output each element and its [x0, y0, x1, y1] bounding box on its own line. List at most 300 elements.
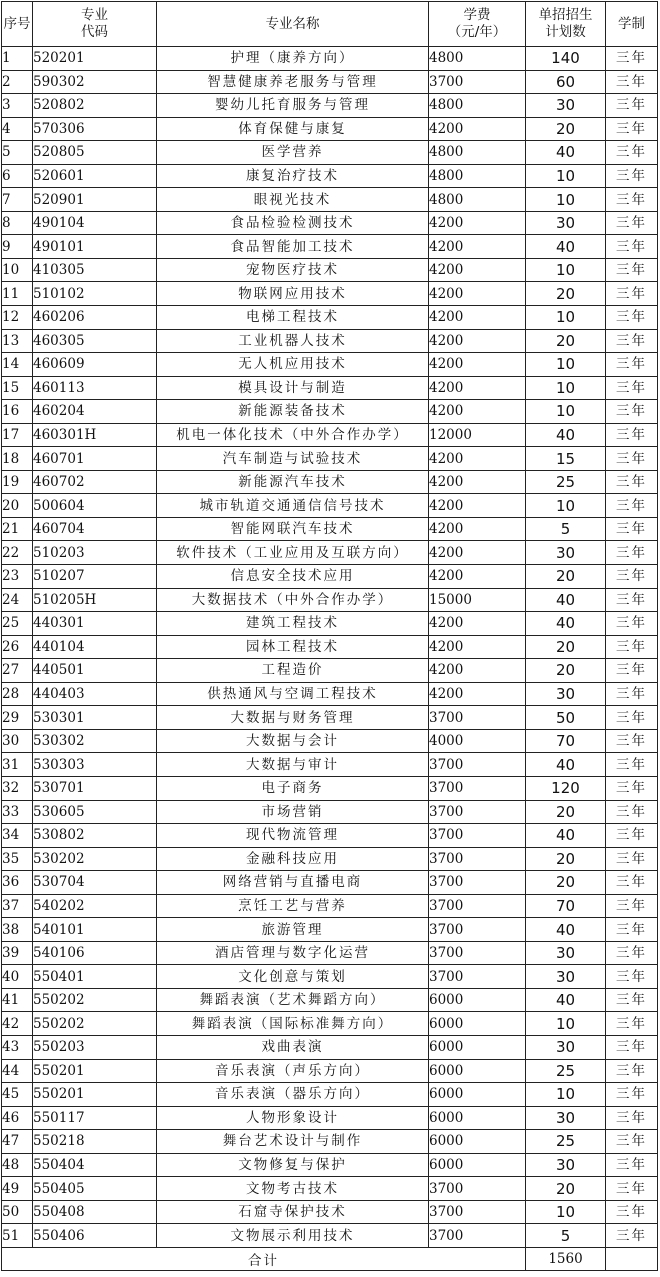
cell-duration: 三年 [606, 612, 658, 636]
cell-fee: 4800 [429, 94, 526, 118]
table-row [2, 894, 658, 918]
header-plan-line2: 计划数 [545, 24, 586, 40]
cell-code: 460204 [33, 400, 157, 424]
cell-seq: 51 [2, 1224, 33, 1248]
cell-fee: 3700 [429, 70, 526, 94]
cell-major-name: 文物修复与保护 [157, 1153, 429, 1177]
cell-fee: 4200 [429, 117, 526, 141]
cell-fee: 4200 [429, 682, 526, 706]
table-row [2, 541, 658, 565]
cell-plan: 40 [526, 612, 606, 636]
cell-seq: 3 [2, 94, 33, 118]
cell-fee: 3700 [429, 753, 526, 777]
cell-fee: 4800 [429, 188, 526, 212]
cell-duration: 三年 [606, 565, 658, 589]
cell-fee: 6000 [429, 1153, 526, 1177]
cell-seq: 5 [2, 141, 33, 165]
cell-duration: 三年 [606, 494, 658, 518]
cell-code: 550408 [33, 1200, 157, 1224]
table-row [2, 400, 658, 424]
cell-code: 530202 [33, 847, 157, 871]
cell-duration: 三年 [606, 659, 658, 683]
cell-plan: 10 [526, 1012, 606, 1036]
cell-fee: 4200 [429, 400, 526, 424]
header-plan [526, 2, 606, 47]
table-header [2, 2, 658, 47]
cell-fee: 4200 [429, 211, 526, 235]
cell-major-name: 舞蹈表演（艺术舞蹈方向） [157, 988, 429, 1012]
cell-fee: 3700 [429, 800, 526, 824]
cell-fee: 4200 [429, 612, 526, 636]
cell-plan: 40 [526, 918, 606, 942]
cell-fee: 3700 [429, 871, 526, 895]
table-row [2, 353, 658, 377]
cell-major-name: 食品检验检测技术 [157, 211, 429, 235]
cell-code: 540202 [33, 894, 157, 918]
cell-major-name: 文物展示利用技术 [157, 1224, 429, 1248]
cell-fee: 4200 [429, 282, 526, 306]
table-row [2, 612, 658, 636]
cell-fee: 4200 [429, 541, 526, 565]
table-row [2, 1035, 658, 1059]
cell-plan: 20 [526, 282, 606, 306]
cell-fee: 3700 [429, 894, 526, 918]
total-label: 合计 [2, 1247, 526, 1270]
cell-plan: 40 [526, 423, 606, 447]
cell-plan: 30 [526, 682, 606, 706]
cell-seq: 27 [2, 659, 33, 683]
table-row [2, 517, 658, 541]
cell-plan: 25 [526, 1059, 606, 1083]
cell-code: 490104 [33, 211, 157, 235]
cell-fee: 4800 [429, 164, 526, 188]
cell-code: 550117 [33, 1106, 157, 1130]
cell-fee: 4000 [429, 729, 526, 753]
cell-duration: 三年 [606, 117, 658, 141]
cell-fee: 3700 [429, 847, 526, 871]
cell-plan: 20 [526, 871, 606, 895]
table-body [2, 47, 658, 1248]
cell-plan: 10 [526, 494, 606, 518]
cell-code: 440104 [33, 635, 157, 659]
table-row [2, 164, 658, 188]
cell-seq: 41 [2, 988, 33, 1012]
table-row [2, 376, 658, 400]
cell-major-name: 物联网应用技术 [157, 282, 429, 306]
table-row [2, 1083, 658, 1107]
table-row [2, 470, 658, 494]
cell-plan: 70 [526, 729, 606, 753]
cell-plan: 10 [526, 188, 606, 212]
cell-duration: 三年 [606, 447, 658, 471]
cell-seq: 22 [2, 541, 33, 565]
cell-major-name: 婴幼儿托育服务与管理 [157, 94, 429, 118]
cell-code: 440403 [33, 682, 157, 706]
cell-plan: 10 [526, 164, 606, 188]
table-row [2, 188, 658, 212]
cell-seq: 35 [2, 847, 33, 871]
cell-seq: 7 [2, 188, 33, 212]
cell-major-name: 供热通风与空调工程技术 [157, 682, 429, 706]
cell-plan: 20 [526, 117, 606, 141]
cell-major-name: 信息安全技术应用 [157, 565, 429, 589]
cell-plan: 120 [526, 776, 606, 800]
cell-major-name: 大数据与审计 [157, 753, 429, 777]
cell-seq: 2 [2, 70, 33, 94]
cell-plan: 40 [526, 824, 606, 848]
cell-major-name: 汽车制造与试验技术 [157, 447, 429, 471]
cell-code: 520901 [33, 188, 157, 212]
cell-duration: 三年 [606, 211, 658, 235]
table-row [2, 1106, 658, 1130]
cell-code: 540106 [33, 941, 157, 965]
table-row [2, 800, 658, 824]
cell-major-name: 食品智能加工技术 [157, 235, 429, 259]
cell-major-name: 现代物流管理 [157, 824, 429, 848]
cell-plan: 30 [526, 211, 606, 235]
cell-major-name: 文化创意与策划 [157, 965, 429, 989]
cell-major-name: 大数据技术（中外合作办学） [157, 588, 429, 612]
cell-code: 510205H [33, 588, 157, 612]
cell-duration: 三年 [606, 70, 658, 94]
cell-fee: 15000 [429, 588, 526, 612]
cell-seq: 33 [2, 800, 33, 824]
cell-duration: 三年 [606, 470, 658, 494]
cell-duration: 三年 [606, 776, 658, 800]
table-row [2, 494, 658, 518]
cell-fee: 4200 [429, 635, 526, 659]
cell-duration: 三年 [606, 47, 658, 71]
cell-plan: 20 [526, 565, 606, 589]
table-row [2, 70, 658, 94]
cell-duration: 三年 [606, 1153, 658, 1177]
cell-fee: 3700 [429, 941, 526, 965]
cell-major-name: 眼视光技术 [157, 188, 429, 212]
table-row [2, 329, 658, 353]
cell-major-name: 新能源汽车技术 [157, 470, 429, 494]
cell-duration: 三年 [606, 1012, 658, 1036]
cell-seq: 31 [2, 753, 33, 777]
header-code-line2: 代码 [81, 24, 108, 40]
cell-major-name: 音乐表演（器乐方向） [157, 1083, 429, 1107]
cell-fee: 6000 [429, 1130, 526, 1154]
cell-fee: 3700 [429, 965, 526, 989]
cell-seq: 39 [2, 941, 33, 965]
table-row [2, 918, 658, 942]
table-row [2, 282, 658, 306]
cell-seq: 32 [2, 776, 33, 800]
cell-fee: 4200 [429, 494, 526, 518]
cell-fee: 4200 [429, 235, 526, 259]
cell-plan: 10 [526, 400, 606, 424]
cell-fee: 4200 [429, 659, 526, 683]
cell-major-name: 体育保健与康复 [157, 117, 429, 141]
cell-code: 530302 [33, 729, 157, 753]
table-row [2, 871, 658, 895]
cell-duration: 三年 [606, 682, 658, 706]
cell-code: 520601 [33, 164, 157, 188]
table-row [2, 941, 658, 965]
cell-code: 550406 [33, 1224, 157, 1248]
cell-plan: 30 [526, 1153, 606, 1177]
table-row [2, 235, 658, 259]
cell-code: 550404 [33, 1153, 157, 1177]
table-row [2, 258, 658, 282]
cell-code: 460305 [33, 329, 157, 353]
cell-plan: 20 [526, 635, 606, 659]
cell-fee: 6000 [429, 1012, 526, 1036]
cell-duration: 三年 [606, 400, 658, 424]
cell-seq: 21 [2, 517, 33, 541]
cell-major-name: 旅游管理 [157, 918, 429, 942]
cell-code: 510207 [33, 565, 157, 589]
cell-seq: 26 [2, 635, 33, 659]
enrollment-plan-table [1, 1, 658, 1271]
cell-code: 460702 [33, 470, 157, 494]
cell-seq: 38 [2, 918, 33, 942]
cell-seq: 42 [2, 1012, 33, 1036]
cell-major-name: 烹饪工艺与营养 [157, 894, 429, 918]
cell-major-name: 康复治疗技术 [157, 164, 429, 188]
cell-plan: 20 [526, 800, 606, 824]
cell-major-name: 模具设计与制造 [157, 376, 429, 400]
cell-plan: 70 [526, 894, 606, 918]
table-row [2, 141, 658, 165]
cell-fee: 4800 [429, 47, 526, 71]
table-row [2, 753, 658, 777]
cell-code: 550401 [33, 965, 157, 989]
cell-duration: 三年 [606, 965, 658, 989]
cell-duration: 三年 [606, 871, 658, 895]
cell-code: 490101 [33, 235, 157, 259]
cell-fee: 6000 [429, 1083, 526, 1107]
cell-plan: 140 [526, 47, 606, 71]
cell-seq: 24 [2, 588, 33, 612]
table-footer [2, 1247, 658, 1270]
cell-code: 530704 [33, 871, 157, 895]
cell-seq: 47 [2, 1130, 33, 1154]
cell-major-name: 文物考古技术 [157, 1177, 429, 1201]
cell-plan: 40 [526, 235, 606, 259]
cell-code: 530701 [33, 776, 157, 800]
cell-major-name: 酒店管理与数字化运营 [157, 941, 429, 965]
table-row [2, 588, 658, 612]
cell-duration: 三年 [606, 800, 658, 824]
cell-duration: 三年 [606, 918, 658, 942]
table-row [2, 1012, 658, 1036]
table-row [2, 211, 658, 235]
header-name: 专业名称 [157, 2, 429, 47]
cell-code: 530605 [33, 800, 157, 824]
header-row [2, 2, 658, 47]
cell-fee: 3700 [429, 918, 526, 942]
table-row [2, 1224, 658, 1248]
cell-seq: 29 [2, 706, 33, 730]
table-row [2, 117, 658, 141]
cell-seq: 12 [2, 306, 33, 330]
cell-plan: 20 [526, 847, 606, 871]
cell-major-name: 智慧健康养老服务与管理 [157, 70, 429, 94]
table-row [2, 824, 658, 848]
cell-code: 520201 [33, 47, 157, 71]
cell-major-name: 舞蹈表演（国际标准舞方向） [157, 1012, 429, 1036]
cell-major-name: 城市轨道交通通信信号技术 [157, 494, 429, 518]
cell-code: 510203 [33, 541, 157, 565]
table-row [2, 423, 658, 447]
cell-plan: 5 [526, 1224, 606, 1248]
cell-seq: 20 [2, 494, 33, 518]
cell-plan: 10 [526, 306, 606, 330]
cell-fee: 6000 [429, 1106, 526, 1130]
cell-major-name: 戏曲表演 [157, 1035, 429, 1059]
cell-duration: 三年 [606, 1106, 658, 1130]
cell-duration: 三年 [606, 423, 658, 447]
cell-plan: 20 [526, 659, 606, 683]
cell-plan: 50 [526, 706, 606, 730]
cell-duration: 三年 [606, 541, 658, 565]
cell-seq: 8 [2, 211, 33, 235]
cell-plan: 25 [526, 1130, 606, 1154]
cell-code: 550202 [33, 1012, 157, 1036]
cell-major-name: 园林工程技术 [157, 635, 429, 659]
table-row [2, 1200, 658, 1224]
cell-seq: 11 [2, 282, 33, 306]
cell-duration: 三年 [606, 517, 658, 541]
cell-duration: 三年 [606, 1177, 658, 1201]
header-duration: 学制 [606, 2, 658, 47]
header-fee-line2: （元/年） [447, 24, 507, 40]
cell-seq: 46 [2, 1106, 33, 1130]
table-row [2, 306, 658, 330]
cell-fee: 3700 [429, 1200, 526, 1224]
table-row [2, 682, 658, 706]
cell-major-name: 电梯工程技术 [157, 306, 429, 330]
cell-code: 530301 [33, 706, 157, 730]
cell-duration: 三年 [606, 94, 658, 118]
cell-duration: 三年 [606, 141, 658, 165]
table-row [2, 847, 658, 871]
cell-code: 460113 [33, 376, 157, 400]
cell-plan: 10 [526, 353, 606, 377]
header-fee-line1: 学费 [463, 7, 491, 23]
cell-fee: 4200 [429, 565, 526, 589]
cell-code: 520802 [33, 94, 157, 118]
cell-plan: 10 [526, 376, 606, 400]
cell-major-name: 舞台艺术设计与制作 [157, 1130, 429, 1154]
cell-seq: 44 [2, 1059, 33, 1083]
cell-code: 440501 [33, 659, 157, 683]
table-row [2, 1153, 658, 1177]
cell-duration: 三年 [606, 729, 658, 753]
cell-duration: 三年 [606, 282, 658, 306]
cell-duration: 三年 [606, 1224, 658, 1248]
cell-code: 530303 [33, 753, 157, 777]
cell-plan: 60 [526, 70, 606, 94]
cell-duration: 三年 [606, 941, 658, 965]
cell-major-name: 音乐表演（声乐方向） [157, 1059, 429, 1083]
cell-duration: 三年 [606, 1083, 658, 1107]
cell-seq: 4 [2, 117, 33, 141]
cell-code: 460206 [33, 306, 157, 330]
cell-duration: 三年 [606, 353, 658, 377]
table-row [2, 1059, 658, 1083]
cell-major-name: 人物形象设计 [157, 1106, 429, 1130]
cell-plan: 30 [526, 941, 606, 965]
header-plan-line1: 单招招生 [538, 7, 593, 23]
table-row [2, 47, 658, 71]
cell-duration: 三年 [606, 164, 658, 188]
table-row [2, 706, 658, 730]
cell-major-name: 软件技术（工业应用及互联方向） [157, 541, 429, 565]
cell-seq: 9 [2, 235, 33, 259]
cell-fee: 4200 [429, 306, 526, 330]
table-row [2, 1130, 658, 1154]
cell-major-name: 宠物医疗技术 [157, 258, 429, 282]
cell-fee: 4200 [429, 329, 526, 353]
cell-duration: 三年 [606, 188, 658, 212]
cell-plan: 10 [526, 1083, 606, 1107]
cell-code: 510102 [33, 282, 157, 306]
cell-plan: 25 [526, 470, 606, 494]
cell-fee: 4200 [429, 258, 526, 282]
cell-code: 460704 [33, 517, 157, 541]
cell-code: 590302 [33, 70, 157, 94]
cell-duration: 三年 [606, 635, 658, 659]
table-row [2, 565, 658, 589]
cell-seq: 14 [2, 353, 33, 377]
cell-code: 570306 [33, 117, 157, 141]
cell-seq: 30 [2, 729, 33, 753]
cell-seq: 13 [2, 329, 33, 353]
cell-plan: 30 [526, 1035, 606, 1059]
cell-duration: 三年 [606, 753, 658, 777]
cell-duration: 三年 [606, 1035, 658, 1059]
cell-duration: 三年 [606, 1200, 658, 1224]
cell-seq: 19 [2, 470, 33, 494]
total-value: 1560 [526, 1247, 606, 1270]
cell-code: 460301H [33, 423, 157, 447]
cell-fee: 3700 [429, 776, 526, 800]
cell-major-name: 工业机器人技术 [157, 329, 429, 353]
cell-seq: 15 [2, 376, 33, 400]
cell-duration: 三年 [606, 988, 658, 1012]
cell-fee: 12000 [429, 423, 526, 447]
cell-code: 410305 [33, 258, 157, 282]
cell-seq: 10 [2, 258, 33, 282]
cell-duration: 三年 [606, 824, 658, 848]
cell-code: 520805 [33, 141, 157, 165]
cell-code: 550201 [33, 1059, 157, 1083]
cell-plan: 40 [526, 588, 606, 612]
cell-code: 550218 [33, 1130, 157, 1154]
cell-seq: 6 [2, 164, 33, 188]
cell-plan: 20 [526, 1177, 606, 1201]
cell-duration: 三年 [606, 894, 658, 918]
cell-code: 440301 [33, 612, 157, 636]
header-seq: 序号 [2, 2, 33, 47]
cell-duration: 三年 [606, 376, 658, 400]
cell-code: 460609 [33, 353, 157, 377]
cell-fee: 4200 [429, 447, 526, 471]
cell-seq: 45 [2, 1083, 33, 1107]
cell-plan: 30 [526, 541, 606, 565]
cell-duration: 三年 [606, 306, 658, 330]
table-row [2, 729, 658, 753]
cell-seq: 43 [2, 1035, 33, 1059]
cell-major-name: 大数据与财务管理 [157, 706, 429, 730]
cell-major-name: 智能网联汽车技术 [157, 517, 429, 541]
cell-plan: 30 [526, 94, 606, 118]
